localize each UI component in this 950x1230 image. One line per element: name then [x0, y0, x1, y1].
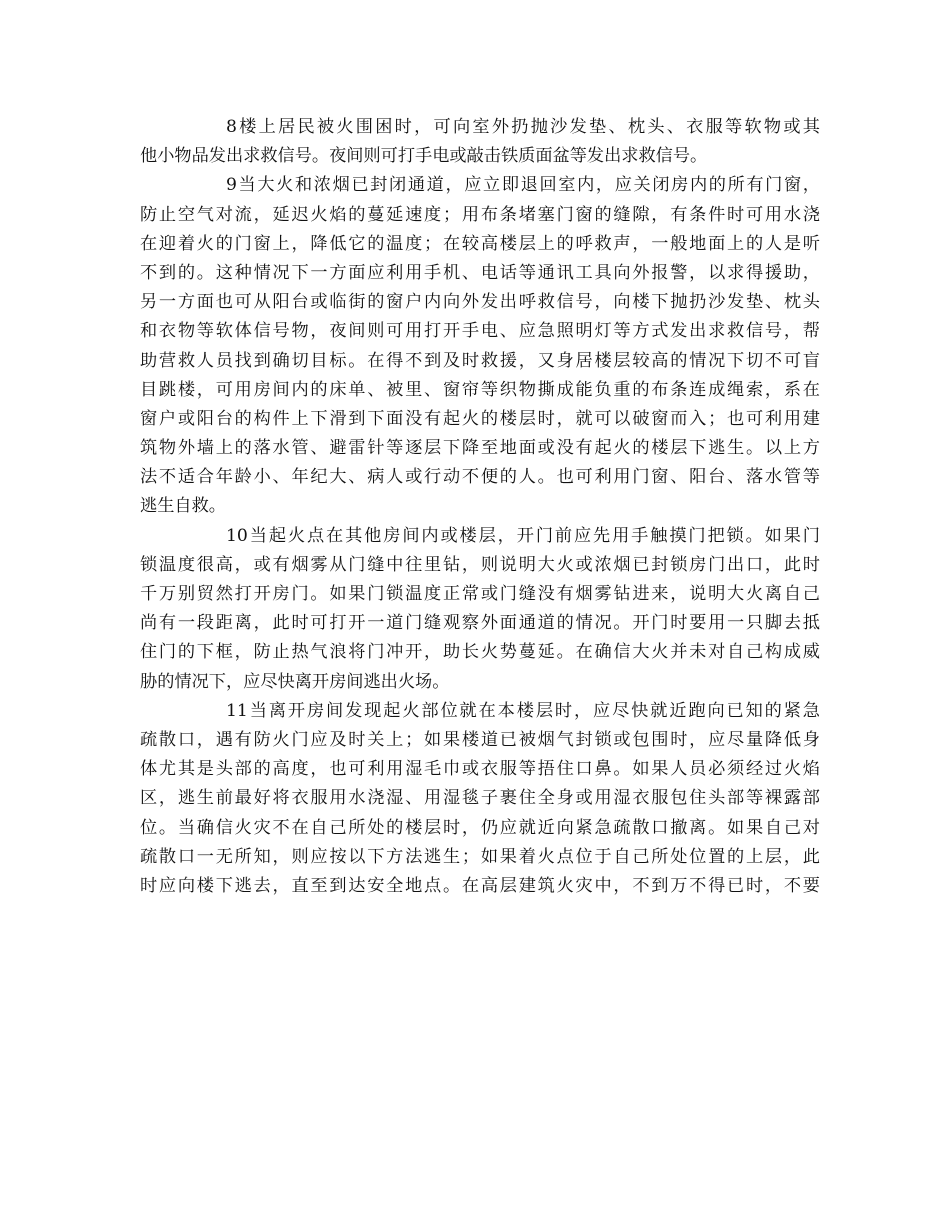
text-line: 防止空气对流，延迟火焰的蔓延速度；用布条堵塞门窗的缝隙，有条件时可用水浇 [140, 204, 820, 225]
paragraph-11 [140, 697, 820, 901]
text-line: 和衣物等软体信号物，夜间则可用打开手电、应急照明灯等方式发出求救信号，帮 [140, 321, 820, 342]
text-line: 助营救人员找到确切目标。在得不到及时救援，又身居楼层较高的情况下切不可盲 [140, 350, 820, 371]
text-line: 筑物外墙上的落水管、避雷针等逐层下降至地面或没有起火的楼层下逃生。以上方 [140, 438, 820, 459]
paragraph-8 [140, 113, 820, 171]
text-line: 住门的下框，防止热气浪将门冲开，助长火势蔓延。在确信大火并未对自己构成威 [140, 642, 820, 663]
text-line: 疏散口一无所知，则应按以下方法逃生；如果着火点位于自己所处位置的上层，此 [140, 846, 820, 867]
text-line: 11当离开房间发现起火部位就在本楼层时，应尽快就近跑向已知的紧急 [226, 700, 820, 721]
text-line: 区，逃生前最好将衣服用水浇湿、用湿毯子裹住全身或用湿衣服包住头部等裸露部 [140, 788, 820, 809]
text-line: 10当起火点在其他房间内或楼层，开门前应先用手触摸门把锁。如果门 [226, 525, 820, 546]
paragraph-9 [140, 171, 820, 521]
text-line: 9当大火和浓烟已封闭通道，应立即退回室内，应关闭房内的所有门窗， [226, 175, 820, 196]
text-line: 他小物品发出求救信号。夜间则可打手电或敲击铁质面盆等发出求救信号。 [140, 146, 708, 167]
text-line: 疏散口，遇有防火门应及时关上；如果楼道已被烟气封锁或包围时，应尽量降低身 [140, 729, 820, 750]
paragraph-10 [140, 522, 820, 697]
document-body [140, 113, 820, 901]
text-line: 胁的情况下，应尽快离开房间逃出火场。 [140, 671, 450, 692]
text-line: 千万别贸然打开房门。如果门锁温度正常或门缝没有烟雾钻进来，说明大火离自己 [140, 584, 820, 604]
text-line: 在迎着火的门窗上，降低它的温度；在较高楼层上的呼救声，一般地面上的人是听 [140, 233, 820, 254]
text-line: 时应向楼下逃去，直至到达安全地点。在高层建筑火灾中，不到万不得已时，不要 [140, 875, 820, 896]
text-line: 位。当确信火灾不在自己所处的楼层时，仍应就近向紧急疏散口撤离。如果自己对 [140, 817, 820, 838]
text-line: 法不适合年龄小、年纪大、病人或行动不便的人。也可利用门窗、阳台、落水管等 [140, 467, 820, 488]
text-line: 8楼上居民被火围困时，可向室外扔抛沙发垫、枕头、衣服等软物或其 [226, 117, 820, 137]
text-line: 尚有一段距离，此时可打开一道门缝观察外面通道的情况。开门时要用一只脚去抵 [140, 613, 820, 634]
text-line: 体尤其是头部的高度，也可利用湿毛巾或衣服等捂住口鼻。如果人员必须经过火焰 [140, 759, 820, 780]
text-line: 目跳楼，可用房间内的床单、被里、窗帘等织物撕成能负重的布条连成绳索，系在 [140, 379, 820, 400]
text-line: 不到的。这种情况下一方面应利用手机、电话等通讯工具向外报警，以求得援助， [140, 262, 820, 283]
text-line: 窗户或阳台的构件上下滑到下面没有起火的楼层时，就可以破窗而入；也可利用建 [140, 408, 820, 429]
text-line: 锁温度很高，或有烟雾从门缝中往里钻，则说明大火或浓烟已封锁房门出口，此时 [140, 554, 820, 575]
text-line: 另一方面也可从阳台或临街的窗户内向外发出呼救信号，向楼下抛扔沙发垫、枕头 [140, 292, 820, 313]
text-line: 逃生自救。 [140, 496, 226, 517]
